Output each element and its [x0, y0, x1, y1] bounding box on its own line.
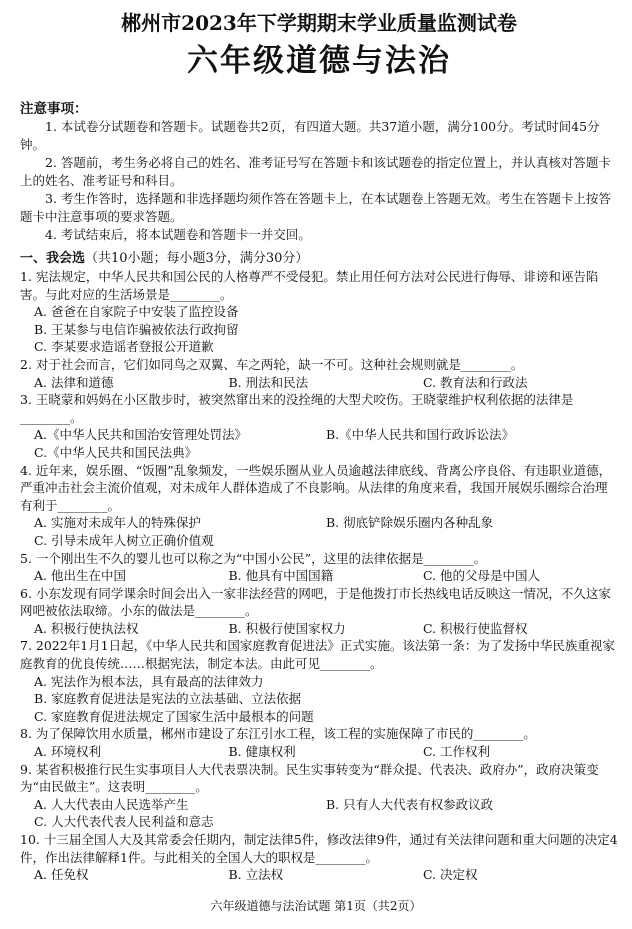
question-6-stem: 6. 小东发现有同学课余时间会出入一家非法经营的网吧，于是他拨打市长热线电话反映这一情况，不久这家网吧被依法取缔。小东的做法是________。 — [20, 585, 611, 619]
note-item-1: 1. 本试卷分试题卷和答题卡。试题卷共2页，有四道大题。共37道小题，满分100分。考试时间45分钟。 — [20, 119, 600, 152]
question-6-option-c: C. 积极行使监督权 — [422, 620, 528, 636]
question-1-option-c: C. 李某要求造谣者登报公开道歉 — [34, 339, 214, 355]
question-8-options — [20, 743, 618, 761]
question-7-option-a: A. 宪法作为根本法，具有最高的法律效力 — [34, 673, 264, 689]
question-4-options-ab — [20, 514, 618, 532]
question-5-options — [20, 567, 618, 585]
question-3-stem: 3. 王晓蒙和妈妈在小区散步时，被突然窜出来的没拴绳的大型犬咬伤。王晓蒙维护权利依据的法律是________。 — [20, 392, 574, 425]
question-8-option-b: B. 健康权利 — [228, 744, 296, 760]
note-item-2: 2. 答题前，考生务必将自己的姓名、准考证号写在答题卡和该试题卷的指定位置上，并认真核对答题卡上的姓名、准考证号和科目。 — [20, 155, 611, 188]
question-8-option-c: C. 工作权利 — [422, 744, 491, 760]
question-5-option-b: B. 他具有中国国籍 — [228, 568, 334, 584]
question-8-option-a: A. 环境权利 — [34, 744, 101, 760]
question-6-option-b: B. 积极行使国家权力 — [228, 620, 346, 636]
question-2-stem: 2. 对于社会而言，它们如同鸟之双翼、车之两轮，缺一不可。这种社会规则就是________。 — [20, 356, 524, 372]
question-10-option-b: B. 立法权 — [228, 867, 284, 883]
question-9-stem: 9. 某省积极推行民生实事项目人大代表票决制。民生实事转变为“群众提、代表决、政府办”，政府决策变为“由民做主”。这表明________。 — [20, 761, 599, 795]
page-footer: 六年级道德与法治试题 第1页（共2页） — [210, 899, 422, 913]
question-10-option-a: A. 任免权 — [34, 867, 89, 883]
question-9-option-c: C. 人大代表代表人民利益和意志 — [34, 814, 214, 830]
question-9-option-a: A. 人大代表由人民选举产生 — [34, 796, 189, 812]
question-4-stem: 4. 近年来，娱乐圈、“饭圈”乱象频发，一些娱乐圈从业人员逾越法律底线、背离公序良俗、有违职业道德，严重冲击社会主流价值观，对未成年人群体造成了不良影响。从法律的角度来看，我国开展娱乐圈综合治理有利于________。 — [20, 462, 612, 513]
section-heading — [20, 250, 618, 268]
question-7-option-c: C. 家庭教育促进法规定了国家生活中最根本的问题 — [34, 708, 314, 724]
question-5-stem: 5. 一个刚出生不久的婴儿也可以称之为“中国小公民”，这里的法律依据是________。 — [20, 550, 487, 566]
exam-title: 郴州市2023年下学期期末学业质量监测试卷 — [121, 11, 517, 35]
question-1-option-a: A. 爸爸在自家院子中安装了监控设备 — [34, 304, 239, 320]
question-8-stem: 8. 为了保障饮用水质量，郴州市建设了东江引水工程，该工程的实施保障了市民的________。 — [20, 726, 536, 742]
exam-subject: 六年级道德与法治 — [187, 43, 451, 79]
question-7-option-b: B. 家庭教育促进法是宪法的立法基础、立法依据 — [34, 691, 302, 707]
question-10-options — [20, 866, 618, 884]
question-4-option-a: A. 实施对未成年人的特殊保护 — [34, 515, 201, 531]
question-1-stem: 1. 宪法规定，中华人民共和国公民的人格尊严不受侵犯。禁止用任何方法对公民进行侮辱、诽谤和诬告陷害。与此对应的生活场景是________。 — [20, 269, 599, 302]
question-4-option-b: B. 彻底铲除娱乐圈内各种乱象 — [326, 515, 494, 531]
note-item-3: 3. 考生作答时，选择题和非选择题均须作答在答题卡上，在本试题卷上答题无效。考生在答题卡上按答题卡中注意事项的要求答题。 — [20, 191, 611, 224]
question-6-options — [20, 620, 618, 638]
question-2-option-b: B. 刑法和民法 — [228, 374, 309, 390]
section-rule: （共10小题；每小题3分，满分30分） — [85, 251, 309, 266]
notes-heading: 注意事项： — [20, 101, 88, 117]
note-item-4: 4. 考试结束后，将本试题卷和答题卡一并交回。 — [45, 227, 311, 242]
question-10-stem: 10. 十三届全国人大及其常委会任期内，制定法律5件，修改法律9件，通过有关法律问题和重大问题的决定4件，作出法律解释1件。与此相关的全国人大的职权是________。 — [20, 832, 618, 865]
question-2-options — [20, 374, 618, 392]
question-2-option-c: C. 教育法和行政法 — [422, 374, 528, 390]
question-5-option-a: A. 他出生在中国 — [34, 568, 126, 584]
question-2-option-a: A. 法律和道德 — [34, 374, 114, 390]
question-3-options-ab — [20, 426, 618, 444]
question-9-option-b: B. 只有人大代表有权参政议政 — [326, 796, 494, 812]
question-3-option-b: B.《中华人民共和国行政诉讼法》 — [326, 427, 515, 443]
question-3-option-a: A.《中华人民共和国治安管理处罚法》 — [34, 427, 248, 443]
question-1-option-b: B. 王某参与电信诈骗被依法行政拘留 — [34, 321, 239, 337]
question-4-option-c: C. 引导未成年人树立正确价值观 — [34, 532, 214, 548]
question-6-option-a: A. 积极行使执法权 — [34, 620, 139, 636]
question-3-option-c: C.《中华人民共和国民法典》 — [34, 444, 198, 460]
question-9-options-ab — [20, 796, 618, 814]
question-5-option-c: C. 他的父母是中国人 — [422, 568, 541, 584]
question-10-option-c: C. 决定权 — [422, 867, 478, 883]
section-title: 一、我会选 — [20, 251, 86, 266]
question-7-stem: 7. 2022年1月1日起，《中华人民共和国家庭教育促进法》正式实施。该法第一条：为了发扬中华民族重视家庭教育的优良传统……根据宪法，制定本法。由此可见________。 — [20, 638, 615, 672]
